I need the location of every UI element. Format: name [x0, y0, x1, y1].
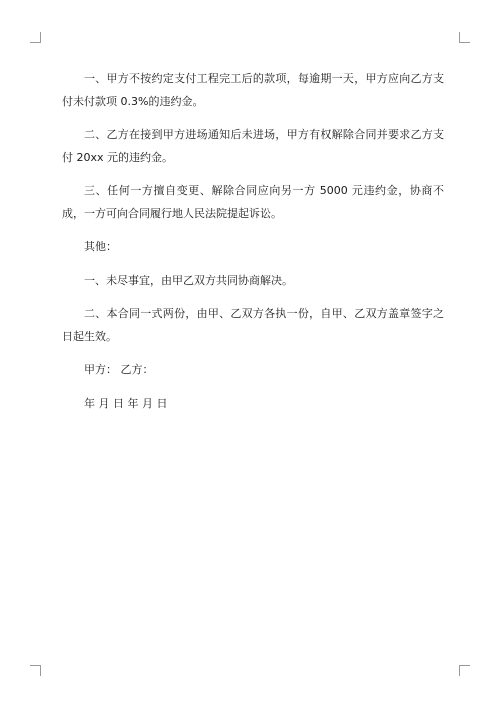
document-body [62, 68, 444, 426]
crop-mark-bottom-right [459, 665, 470, 676]
clause-penalty-payment: 一、甲方不按约定支付工程完工后的款项，每逾期一天，甲方应向乙方支付未付款项 0.3%的违约金。 [62, 72, 444, 108]
clause-termination: 三、任何一方擅自变更、解除合同应向另一方 5000 元违约金，协商不成，一方可向合同履行地人民法院提起诉讼。 [62, 184, 444, 220]
clause-penalty-entry: 二、乙方在接到甲方进场通知后未进场，甲方有权解除合同并要求乙方支付 20xx 元的违约金。 [62, 128, 444, 164]
signature-parties: 甲方： 乙方： [84, 363, 154, 376]
crop-mark-bottom-left [30, 665, 41, 676]
crop-mark-top-right [459, 32, 470, 43]
signature-dates: 年 月 日 年 月 日 [84, 396, 168, 410]
clause-other-copies: 二、本合同一式两份，由甲、乙双方各执一份，自甲、乙双方盖章签字之日起生效。 [62, 307, 444, 343]
crop-mark-top-left [30, 32, 41, 43]
clause-other-negotiation: 一、未尽事宜，由甲乙双方共同协商解决。 [84, 273, 293, 287]
section-other-heading: 其他： [84, 240, 117, 253]
